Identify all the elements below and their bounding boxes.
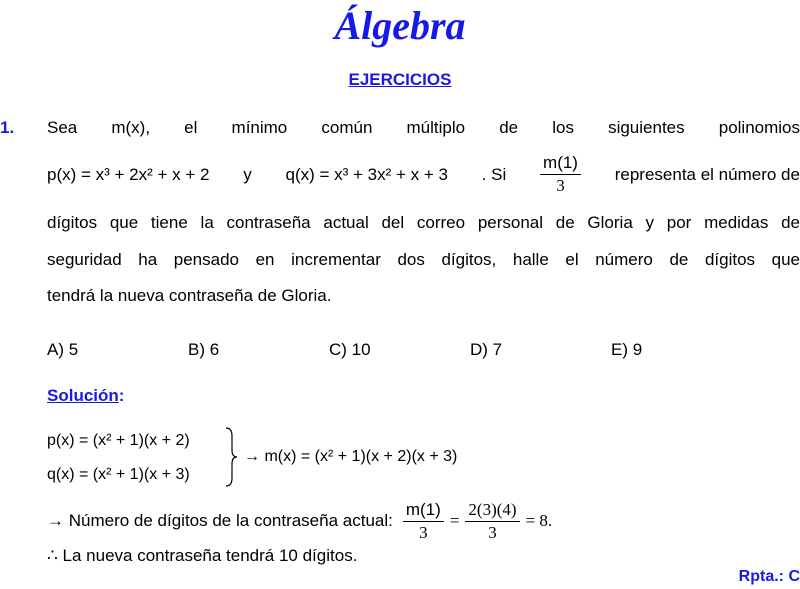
problem-line-4: seguridad ha pensado en incrementar dos dígitos, halle el número de dígitos que	[47, 250, 800, 269]
polynomial-q: q(x) = x³ + 3x² + x + 3	[285, 164, 448, 184]
digits-numerator-1: m(1)	[403, 499, 444, 522]
digits-denominator-2: 3	[488, 522, 497, 542]
option-d: D) 7	[470, 340, 503, 359]
problem-line-5: tendrá la nueva contraseña de Gloria.	[47, 286, 332, 305]
problem-line-1: Sea m(x), el mínimo común múltiplo de los siguientes polinomios	[47, 118, 800, 137]
option-a: A) 5	[47, 340, 79, 359]
factor-q: q(x) = (x² + 1)(x + 3)	[47, 466, 190, 483]
option-e: E) 9	[611, 340, 643, 359]
solution-label: Solución:	[47, 386, 125, 405]
fraction-denominator: 3	[556, 176, 565, 195]
option-c: C) 10	[329, 340, 371, 359]
fraction-m1-over-3	[540, 152, 581, 197]
lcm-result: → m(x) = (x² + 1)(x + 2)(x + 3)	[244, 448, 458, 465]
digits-fraction-2	[465, 499, 519, 544]
fraction-numerator: m(1)	[540, 152, 581, 175]
factor-p: p(x) = (x² + 1)(x + 2)	[47, 432, 190, 449]
conclusion: ∴ La nueva contraseña tendrá 10 dígitos.	[47, 546, 358, 565]
digits-denominator-1: 3	[419, 522, 428, 542]
answer-label: Rpta.: C	[738, 568, 800, 585]
problem-number: 1.	[0, 118, 15, 137]
digits-result: = 8.	[525, 511, 553, 530]
section-heading: EJERCICIOS	[348, 70, 452, 89]
option-b: B) 6	[188, 340, 220, 359]
equals-sign: =	[449, 511, 460, 530]
polynomial-p: p(x) = x³ + 2x² + x + 2	[47, 164, 210, 184]
problem-line-3: dígitos que tiene la contraseña actual del correo personal de Gloria y por medidas de	[47, 213, 800, 232]
digits-text: → Número de dígitos de la contraseña actual:	[47, 511, 393, 530]
right-brace-icon	[224, 426, 238, 488]
problem-line-2	[47, 152, 800, 197]
digits-numerator-2: 2(3)(4)	[465, 499, 519, 522]
digits-fraction-1	[403, 499, 444, 544]
page-title: Álgebra	[334, 3, 466, 48]
problem-line-2-rest: representa el número de	[614, 164, 800, 184]
conjunction-y: y	[243, 164, 252, 184]
digits-line	[47, 496, 552, 546]
si-text: . Si	[481, 164, 507, 184]
